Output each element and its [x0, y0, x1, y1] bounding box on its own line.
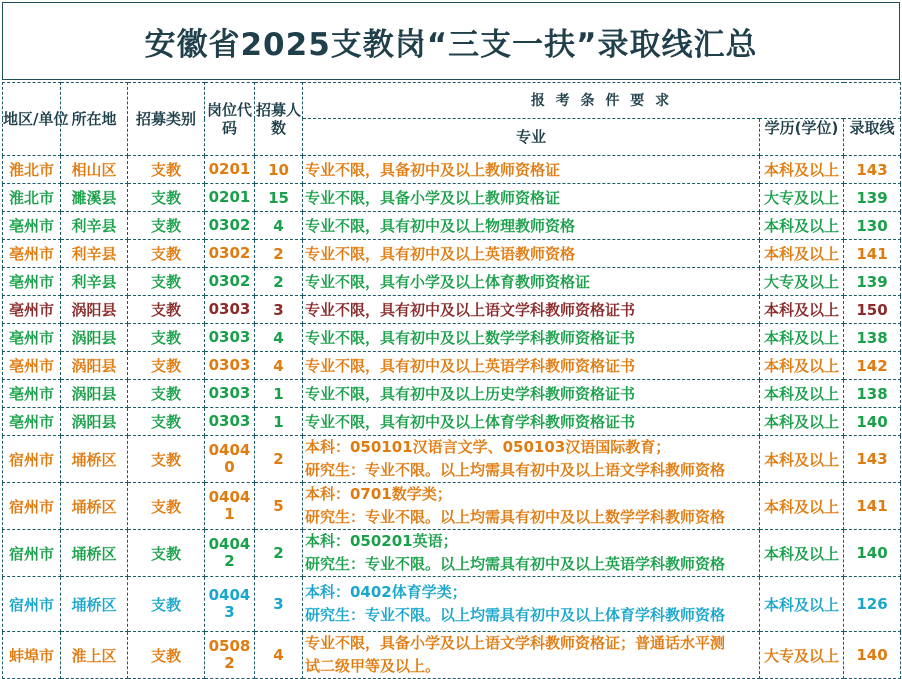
code-cell: 0303 [205, 380, 255, 408]
major-line: 专业不限，具有小学及以上体育教师资格证 [305, 273, 591, 291]
major-cell [303, 156, 760, 184]
table-row [3, 156, 901, 184]
major-line: 专业不限，具有初中及以上英语教师资格 [305, 245, 576, 263]
type-cell: 支教 [128, 324, 205, 352]
major-line-2: 研究生：专业不限。以上均需具有初中及以上英语学科教师资格 [305, 555, 726, 573]
count-cell: 3 [255, 296, 303, 324]
table-row [3, 184, 901, 212]
type-cell: 支教 [128, 240, 205, 268]
score-cell: 138 [844, 324, 901, 352]
region-cell: 亳州市 [3, 380, 61, 408]
type-cell: 支教 [128, 212, 205, 240]
code-cell: 0303 [205, 352, 255, 380]
location-cell: 涡阳县 [61, 408, 128, 436]
region-cell: 宿州市 [3, 483, 61, 530]
region-cell: 淮北市 [3, 184, 61, 212]
education-cell: 本科及以上 [760, 577, 844, 632]
major-cell [303, 483, 760, 530]
table-row [3, 408, 901, 436]
region-cell: 亳州市 [3, 268, 61, 296]
code-cell: 0303 [205, 408, 255, 436]
type-cell: 支教 [128, 408, 205, 436]
education-cell: 本科及以上 [760, 240, 844, 268]
type-cell: 支教 [128, 352, 205, 380]
header-location: 所在地 [61, 83, 128, 156]
major-cell [303, 184, 760, 212]
major-line: 本科：050101汉语言文学、050103汉语国际教育； [305, 438, 671, 456]
header-requirements: 报 考 条 件 要 求 [303, 83, 901, 119]
major-line: 专业不限，具备初中及以上教师资格证 [305, 161, 561, 179]
count-cell: 5 [255, 483, 303, 530]
major-cell [303, 436, 760, 483]
code-cell: 0404 1 [205, 483, 255, 530]
code-cell: 0201 [205, 184, 255, 212]
code-cell: 0302 [205, 268, 255, 296]
region-cell: 亳州市 [3, 324, 61, 352]
education-cell: 本科及以上 [760, 530, 844, 577]
region-cell: 蚌埠市 [3, 632, 61, 679]
education-cell: 本科及以上 [760, 483, 844, 530]
education-cell: 本科及以上 [760, 296, 844, 324]
location-cell: 濉溪县 [61, 184, 128, 212]
count-cell: 4 [255, 212, 303, 240]
type-cell: 支教 [128, 380, 205, 408]
major-cell [303, 408, 760, 436]
major-cell [303, 212, 760, 240]
major-line: 专业不限，具备小学及以上语文学科教师资格证；普通话水平测 [305, 634, 726, 652]
header-score: 录取线 [844, 119, 901, 156]
score-cell: 141 [844, 483, 901, 530]
education-cell: 本科及以上 [760, 408, 844, 436]
score-cell: 140 [844, 408, 901, 436]
header-region: 地区/单位 [3, 83, 61, 156]
page-title: 安徽省2025支教岗“三支一扶”录取线汇总 [2, 2, 900, 80]
location-cell: 埇桥区 [61, 577, 128, 632]
major-line: 专业不限，具有初中及以上物理教师资格 [305, 217, 576, 235]
location-cell: 埇桥区 [61, 483, 128, 530]
score-cell: 141 [844, 240, 901, 268]
region-cell: 亳州市 [3, 408, 61, 436]
location-cell: 相山区 [61, 156, 128, 184]
code-cell: 0404 3 [205, 577, 255, 632]
table-row [3, 577, 901, 632]
type-cell: 支教 [128, 436, 205, 483]
code-cell: 0404 0 [205, 436, 255, 483]
count-cell: 2 [255, 530, 303, 577]
code-cell: 0508 2 [205, 632, 255, 679]
education-cell: 本科及以上 [760, 436, 844, 483]
education-cell: 本科及以上 [760, 380, 844, 408]
major-line: 专业不限，具有初中及以上历史学科教师资格证书 [305, 385, 636, 403]
major-line: 专业不限，具有初中及以上英语学科教师资格证书 [305, 357, 636, 375]
header-type: 招募类别 [128, 83, 205, 156]
code-cell: 0302 [205, 240, 255, 268]
score-cell: 150 [844, 296, 901, 324]
type-cell: 支教 [128, 577, 205, 632]
location-cell: 涡阳县 [61, 352, 128, 380]
count-cell: 3 [255, 577, 303, 632]
header-code: 岗位代码 [205, 83, 255, 156]
location-cell: 埇桥区 [61, 436, 128, 483]
score-cell: 139 [844, 184, 901, 212]
type-cell: 支教 [128, 156, 205, 184]
region-cell: 宿州市 [3, 577, 61, 632]
region-cell: 宿州市 [3, 436, 61, 483]
education-cell: 大专及以上 [760, 268, 844, 296]
major-line: 专业不限，具有初中及以上体育学科教师资格证书 [305, 413, 636, 431]
region-cell: 亳州市 [3, 212, 61, 240]
type-cell: 支教 [128, 184, 205, 212]
type-cell: 支教 [128, 268, 205, 296]
type-cell: 支教 [128, 483, 205, 530]
score-cell: 130 [844, 212, 901, 240]
location-cell: 利辛县 [61, 212, 128, 240]
region-cell: 淮北市 [3, 156, 61, 184]
count-cell: 15 [255, 184, 303, 212]
major-cell [303, 268, 760, 296]
code-cell: 0303 [205, 296, 255, 324]
code-cell: 0201 [205, 156, 255, 184]
count-cell: 10 [255, 156, 303, 184]
major-line-2: 试二级甲等及以上。 [305, 657, 441, 675]
major-line: 专业不限，具有初中及以上数学学科教师资格证书 [305, 329, 636, 347]
major-line: 本科：0402体育学类； [305, 583, 467, 601]
score-cell: 140 [844, 632, 901, 679]
table-row [3, 436, 901, 483]
education-cell: 大专及以上 [760, 184, 844, 212]
major-line: 本科：0701数学类； [305, 485, 452, 503]
count-cell: 4 [255, 324, 303, 352]
major-line: 专业不限，具有初中及以上语文学科教师资格证书 [305, 301, 636, 319]
region-cell: 宿州市 [3, 530, 61, 577]
location-cell: 涡阳县 [61, 324, 128, 352]
table-row [3, 530, 901, 577]
education-cell: 本科及以上 [760, 212, 844, 240]
table-row [3, 212, 901, 240]
score-cell: 140 [844, 530, 901, 577]
table-row [3, 296, 901, 324]
code-cell: 0303 [205, 324, 255, 352]
education-cell: 本科及以上 [760, 352, 844, 380]
count-cell: 1 [255, 380, 303, 408]
count-cell: 2 [255, 240, 303, 268]
major-line-2: 研究生：专业不限。以上均需具有初中及以上数学学科教师资格 [305, 508, 726, 526]
score-cell: 126 [844, 577, 901, 632]
major-cell [303, 352, 760, 380]
code-cell: 0302 [205, 212, 255, 240]
major-cell [303, 530, 760, 577]
count-cell: 4 [255, 352, 303, 380]
major-line: 本科：050201英语； [305, 532, 458, 550]
table-row [3, 352, 901, 380]
table-row [3, 483, 901, 530]
header-education: 学历(学位) [760, 119, 844, 156]
table-row [3, 324, 901, 352]
score-cell: 138 [844, 380, 901, 408]
major-cell [303, 324, 760, 352]
header-major: 专业 [303, 119, 760, 156]
region-cell: 亳州市 [3, 352, 61, 380]
location-cell: 利辛县 [61, 240, 128, 268]
score-cell: 143 [844, 436, 901, 483]
table-row [3, 632, 901, 679]
education-cell: 本科及以上 [760, 324, 844, 352]
location-cell: 利辛县 [61, 268, 128, 296]
location-cell: 埇桥区 [61, 530, 128, 577]
admission-table [2, 82, 901, 679]
count-cell: 1 [255, 408, 303, 436]
count-cell: 2 [255, 436, 303, 483]
major-cell [303, 240, 760, 268]
count-cell: 2 [255, 268, 303, 296]
major-line-2: 研究生：专业不限。以上均需具有初中及以上语文学科教师资格 [305, 461, 726, 479]
major-cell [303, 296, 760, 324]
education-cell: 本科及以上 [760, 156, 844, 184]
major-line: 专业不限，具备小学及以上教师资格证 [305, 189, 561, 207]
type-cell: 支教 [128, 296, 205, 324]
location-cell: 淮上区 [61, 632, 128, 679]
score-cell: 143 [844, 156, 901, 184]
code-cell: 0404 2 [205, 530, 255, 577]
region-cell: 亳州市 [3, 240, 61, 268]
region-cell: 亳州市 [3, 296, 61, 324]
major-cell [303, 577, 760, 632]
table-row [3, 380, 901, 408]
major-cell [303, 380, 760, 408]
type-cell: 支教 [128, 632, 205, 679]
table-row [3, 268, 901, 296]
type-cell: 支教 [128, 530, 205, 577]
education-cell: 大专及以上 [760, 632, 844, 679]
header-count: 招募人数 [255, 83, 303, 156]
major-cell [303, 632, 760, 679]
score-cell: 139 [844, 268, 901, 296]
location-cell: 涡阳县 [61, 296, 128, 324]
location-cell: 涡阳县 [61, 380, 128, 408]
major-line-2: 研究生：专业不限。以上均需具有初中及以上体育学科教师资格 [305, 606, 726, 624]
count-cell: 4 [255, 632, 303, 679]
score-cell: 142 [844, 352, 901, 380]
table-row [3, 240, 901, 268]
